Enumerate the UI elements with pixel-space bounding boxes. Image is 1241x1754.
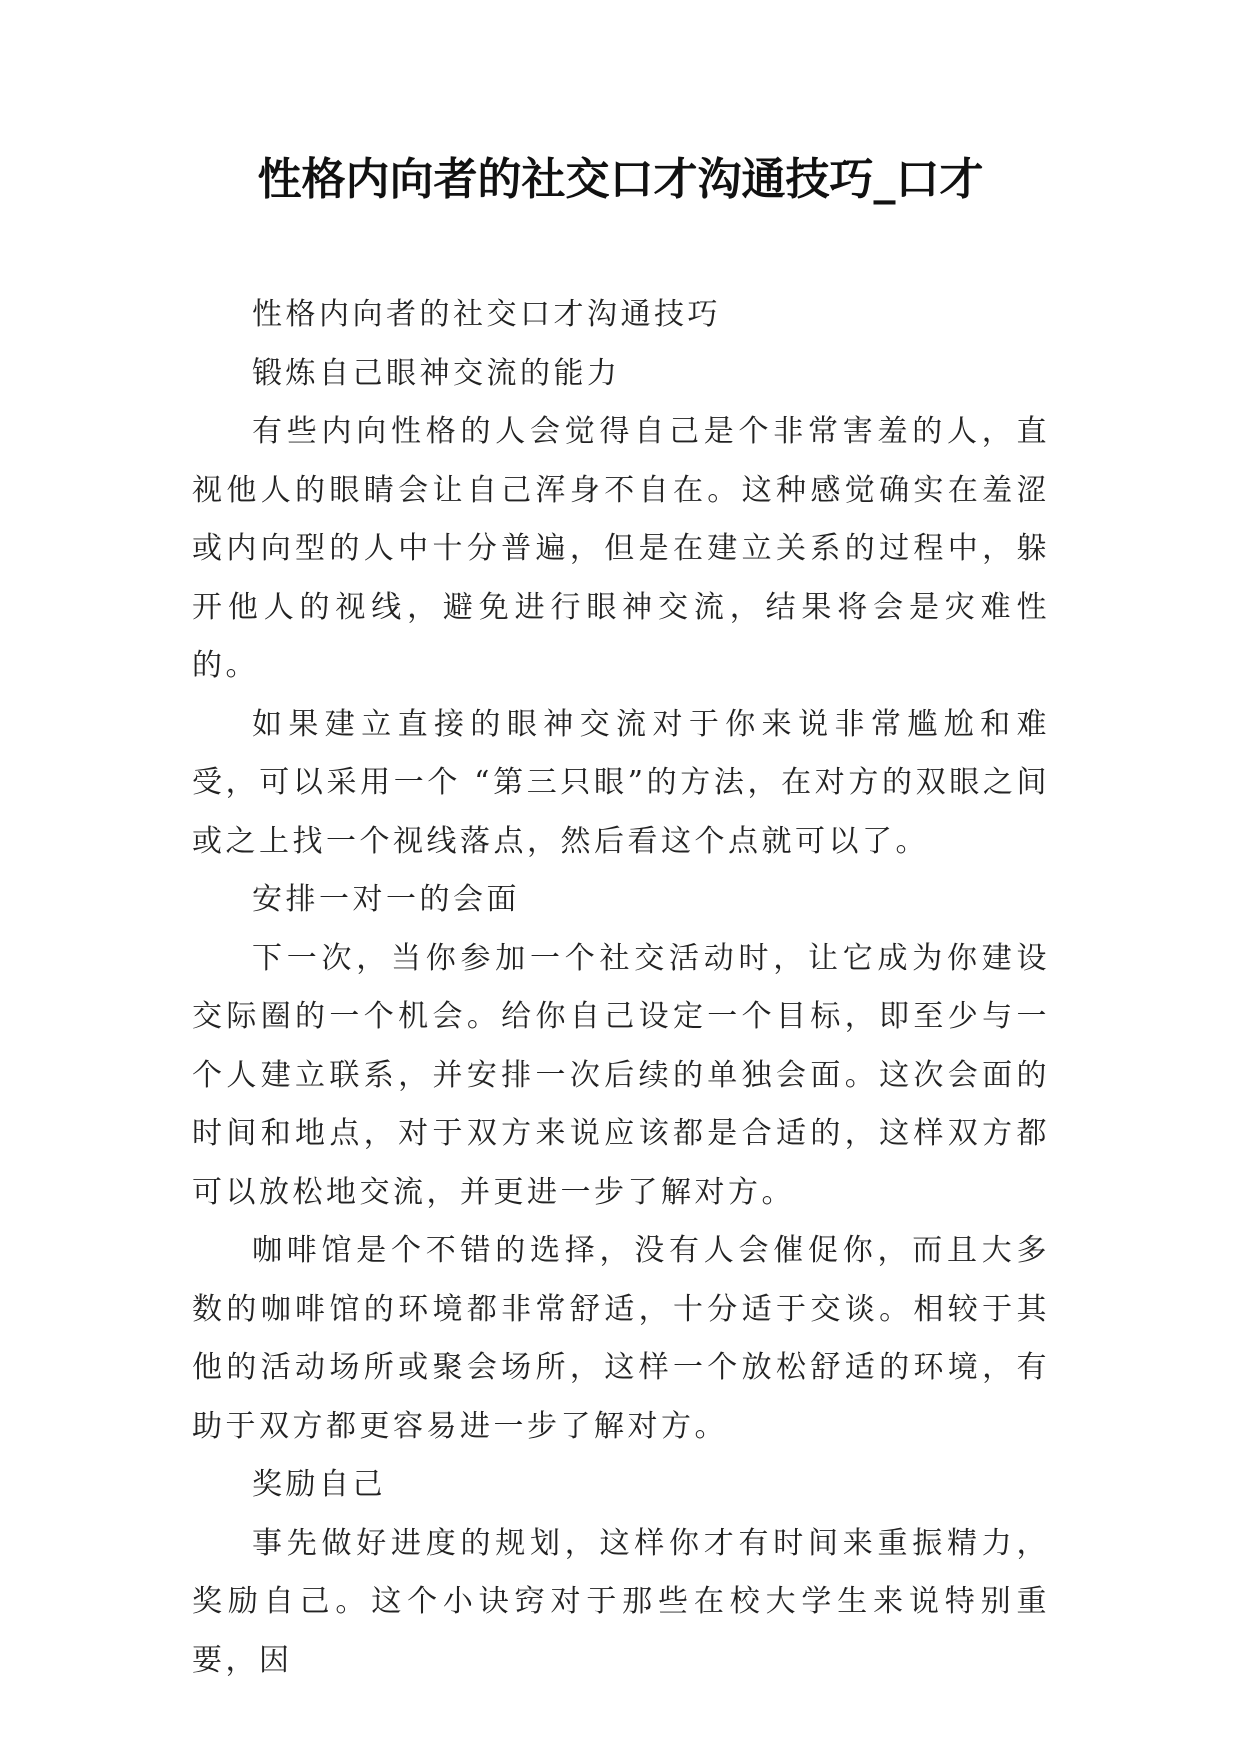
section-heading-eye-contact: 锻炼自己眼神交流的能力: [252, 355, 621, 391]
document-body: [192, 286, 1050, 1690]
paragraph: 如果建立直接的眼神交流对于你来说非常尴尬和难受，可以采用一个 “第三只眼”的方法，在对方的双眼之间或之上找一个视线落点，然后看这个点就可以了。: [192, 706, 1050, 859]
section-heading-one-on-one: 安排一对一的会面: [252, 882, 520, 917]
paragraph: 下一次，当你参加一个社交活动时，让它成为你建设交际圈的一个机会。给你自己设定一个目标，即至少与一个人建立联系，并安排一次后续的单独会面。这次会面的时间和地点，对于双方来说应该都是合适的，这样双方都可以放松地交流，并更进一步了解对方。: [192, 940, 1050, 1210]
paragraph: 有些内向性格的人会觉得自己是个非常害羞的人，直视他人的眼睛会让自己浑身不自在。这种感觉确实在羞涩或内向型的人中十分普遍，但是在建立关系的过程中，躲开他人的视线，避免进行眼神交流，结果将会是灾难性的。: [192, 414, 1050, 683]
paragraph: 咖啡馆是个不错的选择，没有人会催促你，而且大多数的咖啡馆的环境都非常舒适，十分适于交谈。相较于其他的活动场所或聚会场所，这样一个放松舒适的环境，有助于双方都更容易进一步了解对方。: [192, 1233, 1050, 1444]
document-title: 性格内向者的社交口才沟通技巧_口才: [257, 154, 984, 205]
paragraph: 事先做好进度的规划，这样你才有时间来重振精力，奖励自己。这个小诀窍对于那些在校大学生来说特别重要，因: [192, 1525, 1050, 1678]
paragraph-subtitle: 性格内向者的社交口才沟通技巧: [252, 297, 721, 332]
section-heading-reward: 奖励自己: [252, 1467, 386, 1502]
